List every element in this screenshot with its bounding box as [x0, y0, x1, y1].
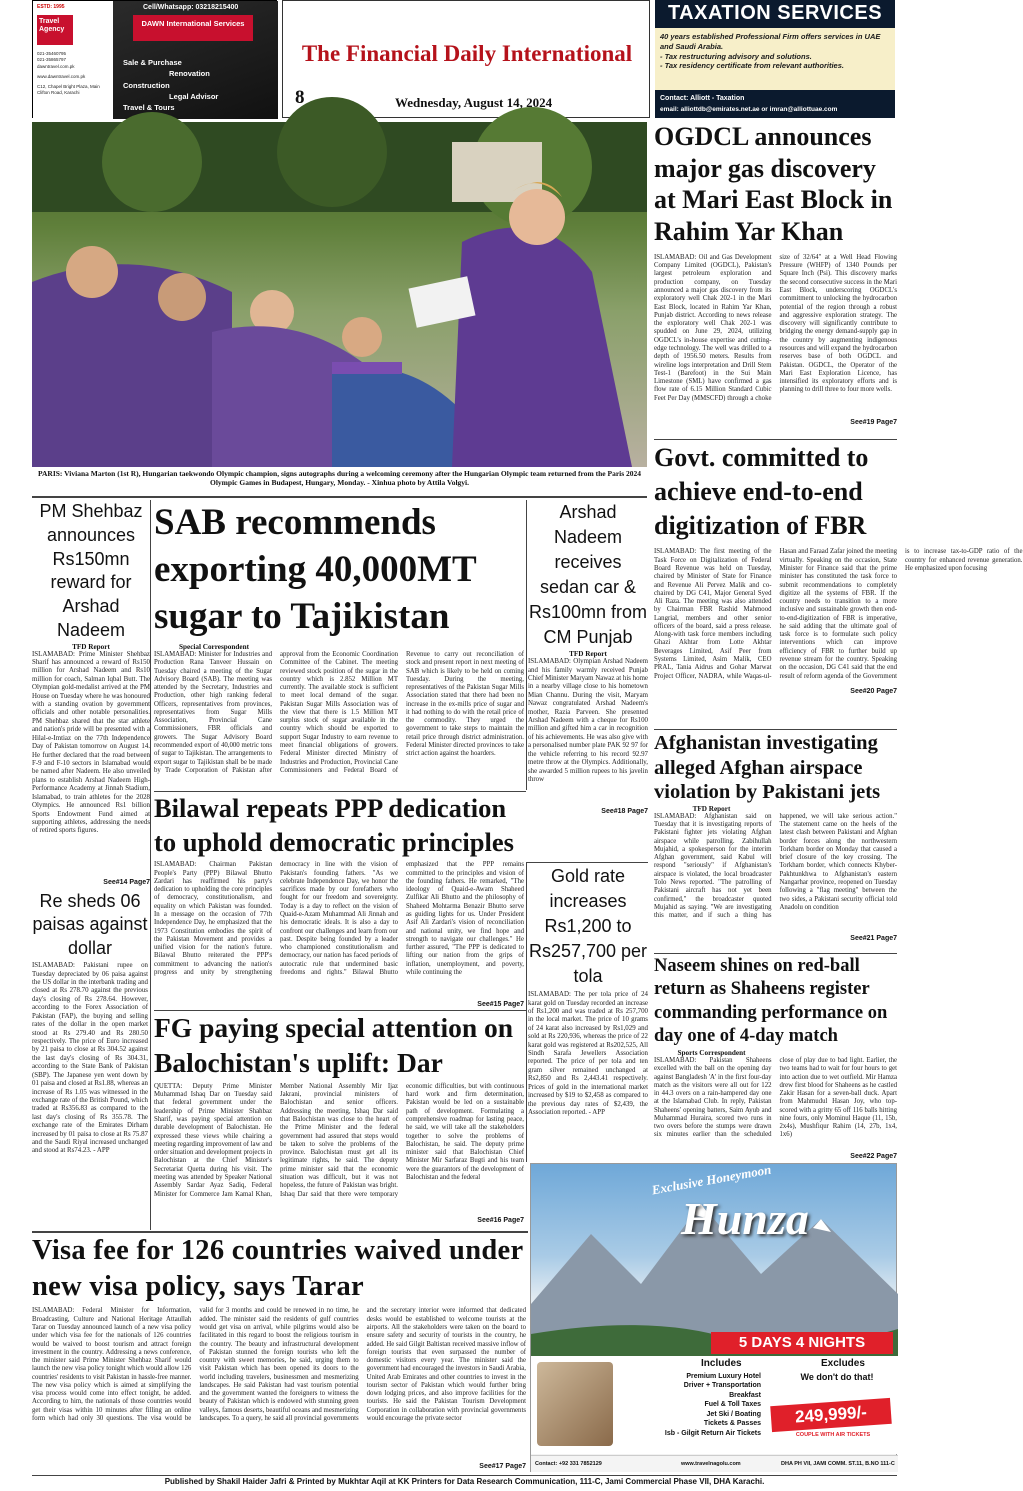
- hunza-address: DHA PH VII, JAMI COMM. ST.11, B.NO 111-C: [781, 1461, 895, 1467]
- hunza-phone: Contact: +92 331 7852129: [535, 1461, 602, 1467]
- agency-phone-1: 021-35460795: [37, 51, 67, 56]
- arshad-headline: Arshad Nadeem receives sedan car & Rs100mn from CM Punjab: [528, 502, 648, 648]
- afghan-article: [654, 731, 897, 951]
- visa-article: [32, 1233, 526, 1471]
- gold-body: ISLAMABAD: The per tola price of 24 karat gold on Tuesday recorded an increase of Rs1,200 and was traded at Rs 257,700 in the local market. The price of 10 grams of 24 karat also increased by Rs1,029 and sold at Rs 220,936, whereas the price of 22 karat gold was registered at Rs202,525, All Sindh Sarafa Jewellers Association reported. The price of per tola and ten gram silver remained unchanged at Rs2,850 and Rs 2,443.41 respectively. Prices of gold in the international market increased by $19 to $2,458 as compared to the previous day rates of $2,439, the Association reported. - APP: [528, 991, 648, 1116]
- balochistan-article: [154, 1011, 524, 1229]
- rupee-headline: Re sheds 06 paisas against dollar: [32, 891, 148, 958]
- balochistan-headline: FG paying special attention on Balochistan's uplift: Dar: [154, 1012, 514, 1078]
- hunza-excludes-heading: Excludes: [821, 1358, 865, 1369]
- agency-company-banner: [133, 15, 253, 41]
- balochistan-body: QUETTA: Deputy Prime Minister Muhammad Ishaq Dar on Tuesday said that federal government under the leadership of Prime Minister Shahbaz Sharif, was paying special attention on durable development of Balochistan. He expressed these views while chairing a meeting regarding improvement of law and order situation and development projects in Balochistan at the Chief Minister's Secretariat Quetta during his visit. The meeting was attended by Speaker National Assembly Sardar Ayaz Sadiq, Federal Minister for Commerce Jam Kamal Khan, Member National Assembly Mir Ijaz Jakrani, provincial ministers of Balochistan and senior officers. Addressing the meeting, Ishaq Dar said that Balochistan was close to the heart of the Prime Minister and the federal government had assured that steps would be taken to solve the problems of the province. Balochistan must get all its legitimate rights, he said. The deputy prime minister said that the economic situation was difficult, but it was not hopeless, the future of Pakistan was bright. Ishaq Dar said that there were temporary economic difficulties, but with continuous hard work and firm determination, Pakistan would be led on a sustainable path of development. Formulating a comprehensive roadmap for lasting peace, he said, we will take all the stakeholders together to solve the problems of Balochistan, he said. The deputy prime minister said that Balochistan Chief Minister Mir Sarfaraz Bugti and his team were the guarantors of the development of Balochistan and the federal: [154, 1082, 524, 1198]
- naseem-byline: Sports Correspondent: [677, 1048, 746, 1057]
- afghan-headline: Afghanistan investigating alleged Afghan airspace violation by Pakistani jets: [654, 732, 881, 804]
- hunza-include-item: Tickets & Passes: [703, 1420, 761, 1428]
- rupee-article: [32, 890, 148, 1230]
- photo-caption: PARIS: Viviana Marton (1st R), Hungarian taekwondo Olympic champion, signs autographs during a welcoming ceremony after the Hungarian Olympic team returned from the Paris 2024 Olympic Games in Budapest, Hungary, Monday. - Xinhua photo by Attila Volgyi.: [37, 469, 642, 488]
- service-item: Renovation: [169, 69, 210, 79]
- hunza-website: www.travelnagolu.com: [681, 1461, 741, 1467]
- issue-date: Wednesday, August 14, 2024: [395, 95, 553, 110]
- bilawal-article: [154, 792, 524, 1010]
- naseem-article: [654, 955, 897, 1163]
- service-item: Travel & Tours: [123, 103, 175, 112]
- agency-phone-2: 021-35865797: [37, 57, 67, 63]
- taxation-line: 40 years established Professional Firm offers services in UAE and Saudi Arabia.: [660, 32, 881, 51]
- footer-imprint: Published by Shakil Haider Jafri & Printed by Mukhtar Aqil at KK Printers for Data Research Communication, 111-C, Jami Commercial Phase VII, DHA Karachi.: [164, 1477, 765, 1486]
- hunza-excludes-text: We don't do that!: [800, 1372, 874, 1382]
- fbr-continued: See#20 Page7: [850, 688, 897, 696]
- hunza-includes-heading: Includes: [701, 1358, 742, 1369]
- pm-headline: PM Shehbaz announces Rs150mn reward for Arshad Nadeem: [39, 501, 143, 640]
- fbr-article: [654, 441, 1023, 727]
- taxation-contact: Contact: Alliott - Taxation: [660, 95, 745, 102]
- ogdcl-continued: See#19 Page7: [850, 418, 897, 426]
- hunza-include-item: Jet Ski / Boating: [706, 1410, 761, 1418]
- photo-scene: [32, 122, 647, 467]
- afghan-body: ISLAMABAD: Afghanistan said on Tuesday that it is investigating reports of Pakistani fighter jets violating Afghan airspace while patrolling. Zabihullah Mujahid, a spokesperson for the interim Afghan government, said Kabul will respond "seriously" if Afghanistan's airspace is violated, the local broadcaster Tolo News reported. "The patrolling of Pakistani aircraft has not yet been confirmed," the broadcaster quoted Mujahid as saying. "We are investigating this matter, and if such a thing has happened, we will take serious action." The statement came on the heels of the latest clash between Pakistani and Afghan border forces along the northwestern Torkham border on Monday that caused a brief closure of the key crossing. The Torkham border, which connects Khyber-Pakhtunkhwa to Afghanistan's eastern Nangarhar province, reopened on Tuesday following a "flag meeting" between the two sides, a Pakistani security official told Anadolu on condition: [654, 812, 897, 920]
- arshad-continued: See#18 Page7: [601, 808, 648, 816]
- sab-body: ISLAMABAD: Minister for Industries and Production Rana Tanveer Hussain on Tuesday chaired a meeting of the Sugar Advisory Board (SAB). The meeting was attended by the Secretary, Industries and Production, other high ranking federal Officers, representatives from provinces, representatives from Sugar Mills Association, Provincial Cane Commissioners, FBR officials and growers. The Sugar Advisory Board recommended export of 40,000 metric tons of sugar to Tajikistan. The arrangements to export sugar to Tajikistan shall be be made by Trade Corporation of Pakistan after approval from the Economic Coordination Committee of the Cabinet. The meeting reviewed stock position of the sugar in the country which is 2.852 Million MT currently. The available stock is sufficient to meet local demand of the sugar. Pakistan Sugar Mills Association was of the view that there is 1.5 Million MT surplus stock of sugar available in the country which should be exported to support Sugar Industry to earn revenue to meet financial obligations of growers. Federal Minister directed Ministry of Industries and Production, Provincial Cane Commissioners and Federal Board of Revenue to carry out reconciliation of stock and present report in next meeting of SAB which is likely to be held on coming Tuesday. During the meeting, representatives of the Pakistan Sugar Mills Association stated that there had been no increase in the ex-mills price of sugar and it had nothing to do with the retail price of the commodity. They urged the government to take steps to maintain the retail price through district administration. Federal Minister directed provinces to take strict action against the hoarders.: [154, 650, 524, 774]
- bilawal-headline: Bilawal repeats PPP dedication to uphold democratic principles: [154, 793, 514, 857]
- newspaper-title: The Financial Daily International: [301, 41, 633, 66]
- balochistan-continued: See#16 Page7: [477, 1216, 524, 1224]
- ogdcl-article: [654, 121, 897, 437]
- naseem-headline: Naseem shines on red-ball return as Shaheens register commanding performance on day one of 4-day match: [654, 956, 888, 1047]
- hunza-include-item: Driver + Transportation: [683, 1382, 761, 1390]
- gold-headline: Gold rate increases Rs1,200 to Rs257,700 per tola: [528, 866, 648, 987]
- agency-whatsapp: Cell/Whatsapp: 03218215400: [143, 4, 239, 11]
- lead-photo: [32, 122, 647, 467]
- service-item: Construction: [123, 80, 170, 90]
- agency-address: C12, Chapel Bright Plaza, Main Clifton Road, Karachi: [37, 84, 100, 96]
- naseem-body: ISLAMABAD: Pakistan Shaheens excelled with the ball on the opening day against Bangladesh 'A' in the first four-day match as the visitors were all out for 122 in 44.3 overs on a rain-hampered day one at the Islamabad Club. In reply, Pakistan Shaheens' opening batters, Saim Ayub and Muhammad Huraira, scored two runs in two overs before the stumps were drawn six minutes earlier than the scheduled close of play due to bad light. Earlier, the two teams had to wait for four hours to get into action due to wet outfield. Mir Hamza drew first blood for Shaheens as he castled Zakir Hasan for a seven-ball duck. Apart from Mahmudul Hasan Joy, who top-scored with a gritty 65 off 116 balls hitting nine fours, only Mominul Haque (11, 15b, 2x4s), Mushfiqur Rahim (14, 27b, 1x4, 1x6): [654, 1056, 897, 1139]
- agency-logo: [37, 15, 73, 45]
- hunza-kicker: Exclusive Honeymoon: [650, 1161, 773, 1198]
- arshad-article: [528, 500, 648, 860]
- agency-website: www.dawntravel.com.pk: [37, 73, 86, 79]
- sab-headline: SAB recommends exporting 40,000MT sugar to Tajikistan: [154, 502, 477, 637]
- hunza-include-item: Breakfast: [729, 1391, 761, 1399]
- gold-article: [528, 864, 648, 1159]
- pm-article: [32, 500, 150, 890]
- hunza-price: 249,999/-: [770, 1398, 892, 1432]
- sab-byline: Special Correspondent: [179, 642, 249, 651]
- visa-body: ISLAMABAD: Federal Minister for Information, Broadcasting, Culture and National Heritage Attaullah Tarar on Tuesday announced launch of a new visa policy under which visa fee for the nationals of 126 countries would be waived to boost tourism and attract foreign investment in the country. Addressing a news conference, the minister said Prime Minister Shehbaz Sharif would launch the new visa policy tonight which would allow 126 countries' residents to visit Pakistan in hassle-free manner. The new visa policy which is aimed at simplifying the visa process would come into effect tonight, he added. According to him, the nationals of those countries would get their visas within 10 minutes after filling an online form which had only 30 questions. The visa would be valid for 3 months and could be renewed in no time, he added. The minister said the residents of gulf countries would get visa on arrival, while pilgrims would also be facilitated in this regard to boost the religious tourism in the country. The beauty and infrastructural development of Pakistan stunned the foreign tourists who left the country with sweet memories, he said, urging them to visit Pakistan which has been opened its doors to the world including travelers, businessmen and mesmerizing landscapes. He said Pakistan had vast tourism potential and the government wanted the foreigners to witness the beauty of Pakistan which is endowed with stunning green valleys, famous deserts, beautiful oceans and mesmerizing landscapes. To a query, he said all provincial governments and the secretary interior were informed that dedicated desks would be established to welcome tourists at the airports. All the stakeholders were taken on the board to ensure safety and security of tourists in the country, he added. He said Gilgit Baltistan received massive inflow of foreign tourists that even surpassed the number of domestic visitors every year. The minister said the government had encouraged the investors in Saudi Arabia, United Arab Emirates and other countries to invest in the tourism sector of Pakistan which would further bring down lodging prices, and also improve facilities for the tourists. He said the Pakistan Tourism Development Corporation in collaboration with provincial governments would encourage the private sector: [32, 1307, 526, 1423]
- bilawal-body: ISLAMABAD: Chairman Pakistan People's Party (PPP) Bilawal Bhutto Zardari has reaffirmed his party's dedication to upholding the core principles of democracy, constitutionalism, and equality on which Pakistan was founded. In a message on the occasion of 77th Independence Day, he emphasized that the 1973 Constitution embodies the spirit of the Pakistan Movement and provides a unified vision for the nation's future. Bilawal Bhutto reiterated the PPP's commitment to advancing the nation's progress and unity by strengthening democracy in line with the vision of Pakistan's founding fathers. "As we celebrate Independence Day, we honor the sacrifices made by our forefathers who fought for our freedom and sovereignty. Today is a day to reflect on the vision of Quaid-e-Azam Muhammad Ali Jinnah and his democratic ideals. It is also a day to confront our challenges and learn from our past. Despite being founded by a leader who championed constitutionalism and democracy, our nation has faced periods of autocratic rule that undermined basic freedoms and rights." Bilawal Bhutto emphasized that the PPP remains committed to the principles and vision of the founding fathers. He remarked, "The ideology of Quaid-e-Awam Shaheed Zulfikar Ali Bhutto and the philosophy of Shaheed Mohtarma Benazir Bhutto serve as guiding lights for us. Under President Asif Ali Zardari's vision of reconciliation and national unity, we find hope and strength to navigate our challenges." He further assured, "The PPP is dedicated to lifting our nation from the grips of inflation, unemployment, and poverty, while continuing the: [154, 861, 524, 976]
- hunza-ad[interactable]: [530, 1163, 897, 1472]
- hunza-include-item: Isb - Gilgit Return Air Tickets: [664, 1429, 761, 1437]
- service-item: Legal Advisor: [169, 91, 219, 101]
- taxation-line: - Tax restructuring advisory and solutions.: [660, 51, 812, 61]
- sab-article: [154, 500, 524, 790]
- afghan-continued: See#21 Page7: [850, 934, 897, 942]
- arshad-body: ISLAMABAD: Olympian Arshad Nadeem and his family warmly received Punjab Chief Minister Maryam Nawaz at his home in a nearby village close to his hometown Mian Channu. During the visit, Maryam Nawaz congratulated Arshad Nadeem's mother, Razia Parveen. She presented Arshad Nadeem with a cheque for Rs100 million and gifted him a car in recognition of his achievements. He was also give with a personalised number plate PAK 92 97 for the vehicle referring to his record 92.97 metre throw at the Olympics. Additionally, she awarded 5 million rupees to his javelin throw: [528, 658, 648, 783]
- page-number: 8: [295, 87, 305, 108]
- ogdcl-body: ISLAMABAD: Oil and Gas Development Company Limited (OGDCL), Pakistan's largest petroleum exploration and production company, on Tuesday announced a major gas discovery from its exploratory well Chak 202-1 in the Mari East Block, located in Rahim Yar Khan, Punjab district. According to news release the exploratory well Chak 202-1 was spudded on June 29, 2024, utilizing OGDCL's in-house expertise and cutting-edge technology. The well was drilled to a depth of 1956.50 meters. Results from wireline logs interpretation and Drill Stem Test-1 (Barefoot) in the Sui Main Limestone (SML) have confirmed a gas flow rate of 6.15 Million Standard Cubic Feet Per Day (MMSCFD) through a choke size of 32/64" at a Well Head Flowing Pressure (WHFP) of 1340 Pounds per Square Inch (Psi). This discovery marks the second consecutive success in the Mari East Block, underscoring OGDCL's commitment to unlocking the hydrocarbon potential of the region through a robust and aggressive exploration strategy. The discovery will significantly contribute to bridging the energy demand-supply gap in the country by augmenting indigenous resources and will expand the hydrocarbon reserves base of both OGDCL and Pakistan. OGDCL, the Operator of the Mari East Exploration Licence, has intensified its exploratory efforts and is planning to drill three to four more wells.: [654, 253, 897, 402]
- agency-company: DAWN International Services: [141, 19, 245, 28]
- pm-byline: TFD Report: [72, 642, 110, 651]
- agency-email: dawntravel.com.pk: [37, 63, 75, 69]
- agency-name: Travel Agency: [39, 18, 65, 33]
- bilawal-continued: See#15 Page7: [477, 1001, 524, 1009]
- taxation-heading: TAXATION SERVICES: [667, 2, 883, 24]
- pm-continued: See#14 Page7: [103, 878, 150, 886]
- hunza-photo-thumb: [537, 1362, 613, 1446]
- naseem-continued: See#22 Page7: [850, 1152, 897, 1160]
- taxation-email: email: alliottdb@emirates.net.ae or imran@alliottuae.com: [660, 106, 838, 113]
- afghan-byline: TFD Report: [692, 804, 731, 813]
- rupee-body: ISLAMABAD: Pakistani rupee on Tuesday depreciated by 06 paisa against the US dollar in the interbank trading and closed at Rs 278.70 against the previous day's closing of Rs 278.64. However, according to the Forex Association of Pakistan (FAP), the buying and selling rates of the dollar in the open market stood at Rs 279.40 and Rs 280.50 respectively. The price of Euro increased by 21 paisa to close at Rs 304.52 against the last day's closing of Rs 304.31, according to the State Bank of Pakistan (SBP). The Japanese yen went down by 01 paisa and closed at Rs1.88, whereas an increase of Rs 1.05 was witnessed in the exchange rate of the British Pound, which traded at Rs356.83 as compared to the last day's closing of Rs 355.78. The exchange rate of the Emirates Dirham increased by 01 paisa to close at Rs 75.87 and the Saudi Riyal increased unchanged and stood at Rs74.23. - APP: [32, 962, 148, 1155]
- estd-badge: ESTD: 1995: [37, 4, 65, 10]
- hunza-include-item: Fuel & Toll Taxes: [704, 1401, 761, 1409]
- hunza-price-note: COUPLE WITH AIR TICKETS: [795, 1432, 871, 1438]
- pm-body: ISLAMABAD: Prime Minister Shehbaz Sharif has announced a reward of Rs150 million for Arshad Nadeem and Rs10 million for coach, Salman Iqbal Butt. The Olympian gold-medalist arrived at the PM House on Tuesday where he was honoured with a standing ovation by government officials and other notable personalities. PM Shehbaz shared that the star athlete and nation's pride will be presented with a Hilal-e-Imtiaz on the 77th Independence Day of Pakistan tomorrow on August 14. He further declared that the road between F-9 and F-10 sectors in Islamabad would be named after Nadeem. He also unveiled plans to establish Arshad Nadeem High-Performance Academy at Jinnah Stadium, Islamabad, to train athletes for the 2028 Olympics. He announced Rs1 billion Sports Endowment Fund aimed at supporting athletes, addressing the needs of retired sports figures.: [32, 650, 150, 835]
- fbr-headline: Govt. committed to achieve end-to-end digitization of FBR: [654, 443, 869, 540]
- visa-headline: Visa fee for 126 countries waived under new visa policy, says Tarar: [32, 1235, 523, 1303]
- fbr-body: ISLAMABAD: The first meeting of the Task Force on Digitalization of Federal Board Revenue was held on Tuesday, chaired by Minister of State for Finance and Revenue Ali Pervez Malik and co-chaired by DG C41, Major General Syed Ali Raza. The meeting was also attended by Chairman FBR Rashid Mahmood Langrial, members and other senior officers of the board, said a press release. Along-with task force members including Ghazi Akhtar from Lotte Akhtar Beverages Limited, Asif Peer from Systems Limited, Asim Malik, CEO PRAL, Tania Aidrus and Gohar Marwat Project Officer, NADRA, while Waqas-ul-Hasan and Faraad Zafar joined the meeting virtually. Speaking on the occasion, State Minister for Finance said that the prime minister has constituted the task force to submit recommendations to completely digitize all the systems of FBR. If the country needs to transition to a more inclusive and sustainable growth then end-to-end-digitization of FBR is imperative, he said adding that the ultimate goal of task force is to formulate such policy interventions which can improve efficiency of FBR to further build up revenue stream for the country. Speaking on the occasion, DG C41 said that the end result of reform agenda of the Government is to increase tax-to-GDP ratio of the country for enhanced revenue generation. He emphasized upon focusing: [654, 548, 1023, 680]
- visa-continued: See#17 Page7: [479, 1463, 526, 1471]
- hunza-banner: 5 DAYS 4 NIGHTS: [711, 1332, 893, 1354]
- hunza-title: Hunza: [681, 1193, 809, 1244]
- service-item: Sale & Purchase: [123, 58, 182, 67]
- taxation-line: - Tax residency certificate from relevant authorities.: [660, 61, 844, 71]
- hunza-include-item: Premium Luxury Hotel: [686, 1373, 761, 1380]
- arshad-byline: TFD Report: [569, 650, 607, 659]
- ogdcl-headline: OGDCL announces major gas discovery at Mari East Block in Rahim Yar Khan: [654, 122, 893, 247]
- taxation-ad[interactable]: [655, 0, 895, 118]
- travel-agency-ad[interactable]: [32, 0, 277, 118]
